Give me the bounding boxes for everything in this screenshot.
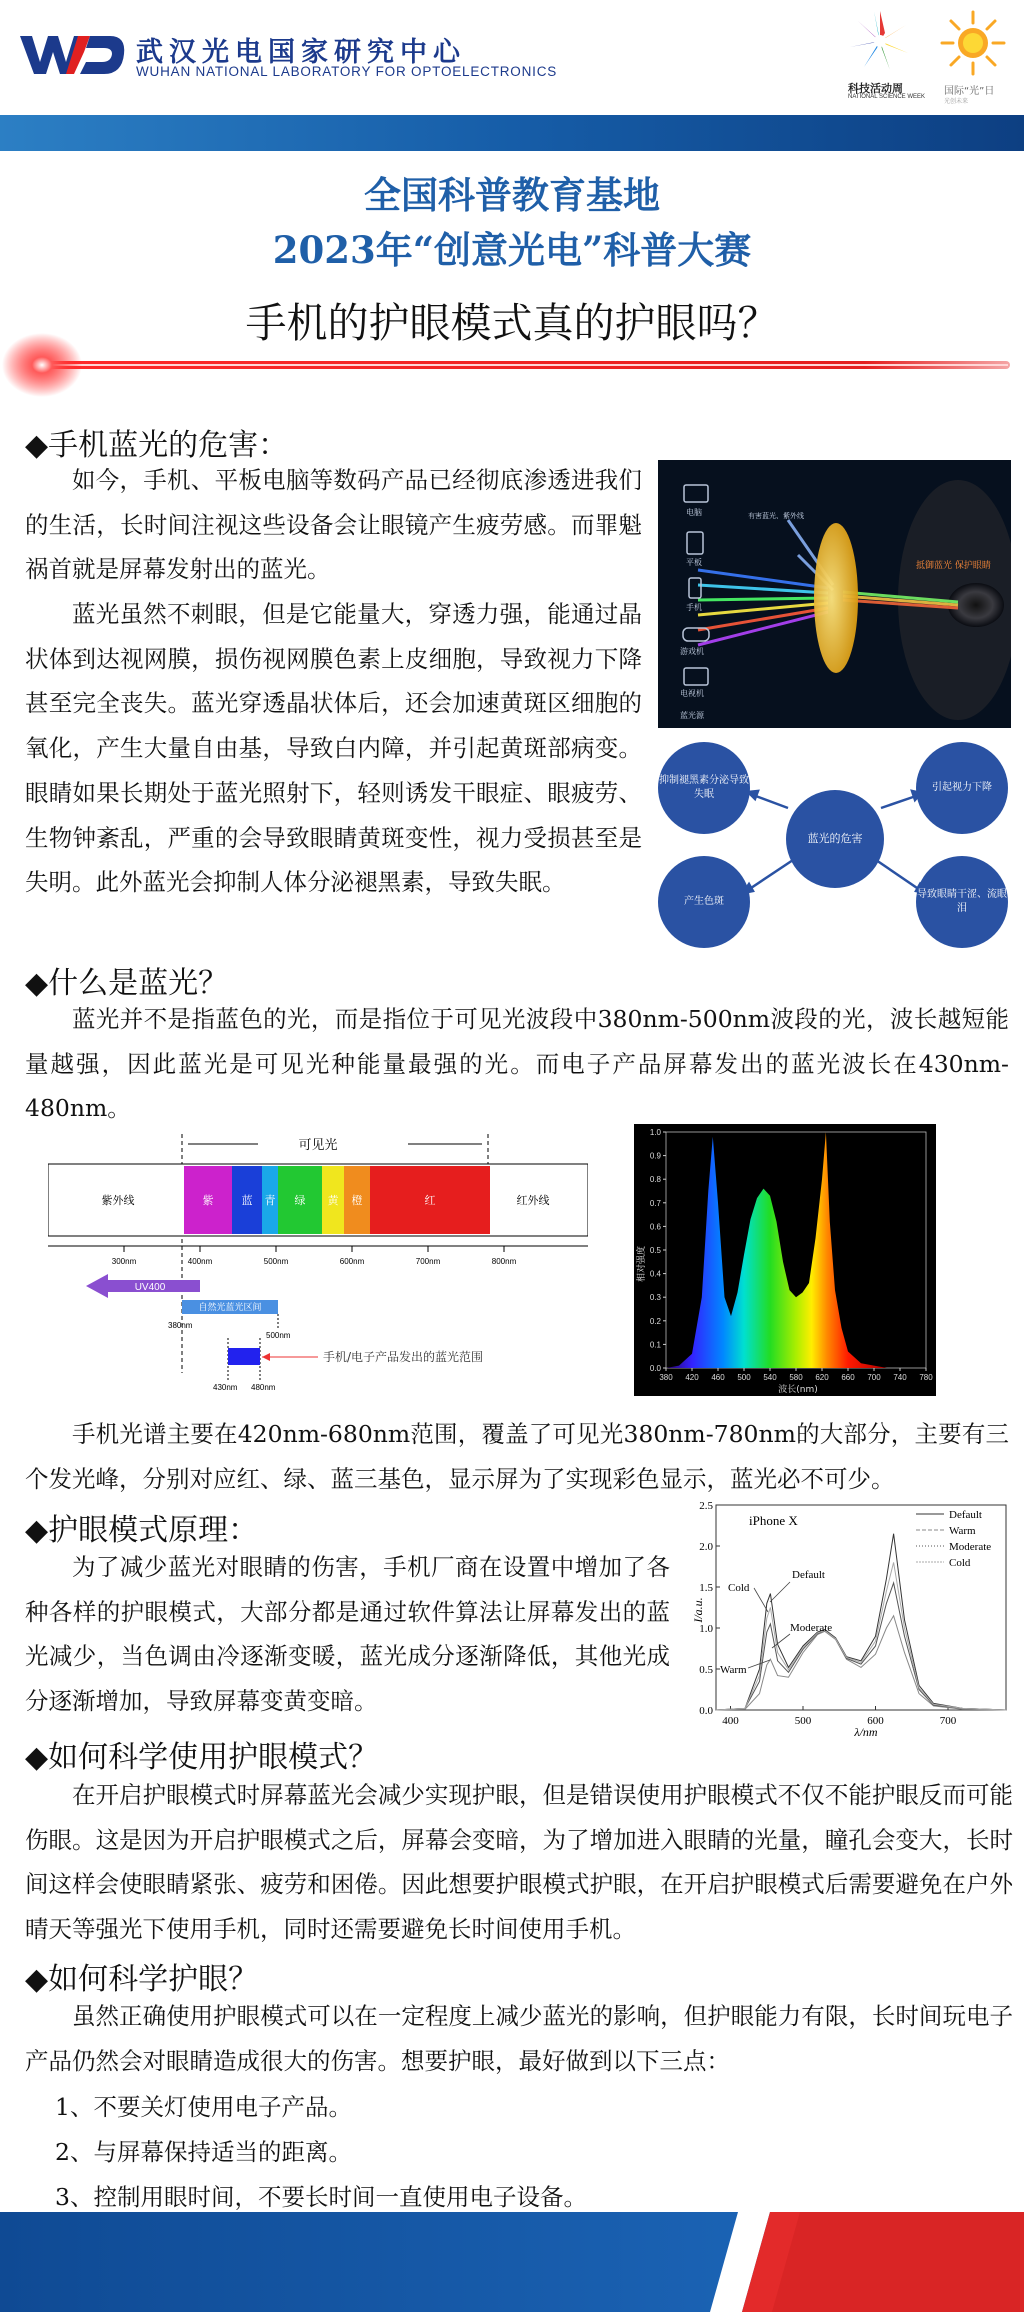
iphone-xtick-label: 500 — [794, 1715, 812, 1727]
spectrum-tick-label: 800nm — [491, 1257, 517, 1266]
science-week-logo-icon — [840, 8, 920, 78]
n500-label: 500nm — [266, 1331, 291, 1340]
paragraph-harm-intro: 如今，手机、平板电脑等数码产品已经彻底渗透进我们的生活，长时间注视这些设备会让眼镜产生疲劳感。而罪魁祸首就是屏幕发射出的蓝光。 — [25, 466, 642, 584]
device-label: 蓝光源 — [680, 711, 704, 720]
spectrum-band-label: 绿 — [294, 1194, 306, 1207]
spectrum-xtick-label: 380 — [659, 1373, 673, 1382]
uv400-label: UV400 — [134, 1282, 166, 1293]
spectrum-ytick-label: 0.3 — [649, 1293, 661, 1303]
paragraph-blue-light-definition: 蓝光并不是指蓝色的光，而是指位于可见光波段中380nm-500nm波段的光，波长越短能量越强，因此蓝光是可见光种能量最强的光。而电子产品屏幕发出的蓝光波长在430nm-480nm。 — [25, 1005, 1009, 1123]
tip-item: 1、不要关灯使用电子产品。 — [55, 2093, 352, 2121]
spectrum-xtick-label: 500 — [737, 1373, 751, 1382]
spectrum-band-label: 橙 — [351, 1194, 363, 1207]
spectrum-tick-label: 500nm — [263, 1257, 289, 1266]
spectrum-ytick-label: 0.6 — [649, 1222, 661, 1232]
eye-protection-image — [658, 460, 1011, 728]
n430-label: 430nm — [213, 1383, 238, 1392]
org-name-cn: 武汉光电国家研究中心 — [136, 37, 466, 68]
spectrum-ytick-label: 0.4 — [649, 1269, 661, 1279]
light-day-name: 国际“光”日 — [944, 86, 995, 97]
iphone-xtick-label: 400 — [722, 1715, 739, 1727]
wnl-logo-icon — [18, 30, 126, 78]
iphone-xtick-label: 700 — [939, 1715, 957, 1727]
spectrum-xtick-label: 700 — [867, 1373, 881, 1382]
annotation-default: Default — [792, 1569, 825, 1581]
natural-blue-label: 自然光蓝光区间 — [198, 1303, 262, 1313]
spectrum-xlabel: 波长(nm) — [778, 1385, 818, 1395]
spectrum-ytick-label: 1.0 — [649, 1128, 661, 1137]
section-heading-what-is-blue-light: ◆什么是蓝光？ — [25, 966, 229, 1001]
spectrum-ytick-label: 0.2 — [649, 1316, 661, 1326]
device-label: 电脑 — [686, 508, 702, 517]
paragraph-protect-eyes: 虽然正确使用护眼模式可以在一定程度上减少蓝光的影响，但护眼能力有限，长时间玩电子产品仍然会对眼睛造成很大的伤害。想要护眼，最好做到以下三点： — [25, 2002, 1013, 2075]
legend-label: Default — [949, 1509, 982, 1521]
light-day-subtitle: 光创未来 — [944, 98, 969, 105]
spectrum-tick-label: 300nm — [111, 1257, 137, 1266]
hazard-item: 产生色斑 — [658, 856, 750, 948]
spectrum-ytick-label: 0.8 — [649, 1175, 661, 1185]
hazard-item: 引起视力下降 — [916, 742, 1008, 834]
legend-label: Cold — [949, 1557, 971, 1569]
section-heading-eye-mode-principle: ◆护眼模式原理： — [25, 1513, 259, 1548]
lens-label: 抵御蓝光 保护眼睛 — [916, 561, 991, 571]
iphone-ytick-label: 2.0 — [699, 1541, 713, 1553]
spectrum-xtick-label: 780 — [919, 1373, 933, 1382]
device-blue-range-label: 手机/电子产品发出的蓝光范围 — [323, 1350, 484, 1364]
paragraph-harm-detail: 蓝光虽然不刺眼，但是它能量大，穿透力强，能通过晶状体到达视网膜，损伤视网膜色素上皮细胞，导致视力下降甚至完全丧失。蓝光穿透晶状体后，还会加速黄斑区细胞的氧化，产生大量自由基，导致白内障，并引起黄斑部病变。眼睛如果长期处于蓝光照射下，轻则诱发干眼症、眼疲劳、生物钟紊乱，严重的会导致眼睛黄斑变性，视力受损甚至是失明。此外蓝光会抑制人体分泌褪黑素，导致失眠。 — [25, 600, 642, 897]
page-header — [0, 0, 1024, 115]
spectrum-xtick-label: 460 — [711, 1373, 725, 1382]
spectrum-ytick-label: 0.9 — [649, 1151, 661, 1161]
spectrum-ytick-label: 0.1 — [649, 1340, 661, 1350]
iphone-ylabel: I/a.u. — [691, 1597, 705, 1623]
phone-spectrum-chart — [634, 1124, 936, 1396]
hazard-item: 导致眼睛干涩、流眼泪 — [916, 856, 1008, 948]
spectrum-tick-label: 700nm — [415, 1257, 441, 1266]
paragraph-use-eye-mode: 在开启护眼模式时屏幕蓝光会减少实现护眼，但是错误使用护眼模式不仅不能护眼反而可能伤眼。这是因为开启护眼模式之后，屏幕会变暗，为了增加进入眼睛的光量，瞳孔会变大，长时间这样会使眼睛紧张、疲劳和困倦。因此想要护眼模式护眼，在开启护眼模式后需要避免在户外晴天等强光下使用手机，同时还需要避免长时间使用手机。 — [25, 1781, 1013, 1944]
section-heading-blue-light-harm: ◆手机蓝光的危害： — [25, 428, 289, 463]
spectrum-xtick-label: 660 — [841, 1373, 855, 1382]
uv-label: 紫外线 — [101, 1194, 135, 1207]
light-day-logo-icon — [938, 8, 1008, 78]
device-label: 电视机 — [680, 689, 704, 698]
iphone-ytick-label: 1.5 — [699, 1582, 713, 1594]
iphone-xlabel: λ/nm — [854, 1725, 878, 1739]
tip-item: 2、与屏幕保持适当的距离。 — [55, 2138, 352, 2166]
hazard-item: 抑制褪黑素分泌导致失眠 — [658, 742, 750, 834]
spectrum-ytick-label: 0.0 — [649, 1364, 661, 1373]
legend-label: Moderate — [949, 1541, 992, 1553]
hazard-diagram — [658, 740, 1011, 950]
spectrum-xtick-label: 420 — [685, 1373, 699, 1382]
iphone-ytick-label: 1.0 — [699, 1623, 713, 1635]
science-week-name-en: NATIONAL SCIENCE WEEK — [848, 94, 926, 100]
ir-label: 红外线 — [516, 1194, 550, 1207]
section-heading-protect-eyes: ◆如何科学护眼？ — [25, 1962, 259, 1997]
spectrum-band-label: 紫 — [202, 1194, 214, 1207]
title-line-2: 2023年“创意光电”科普大赛 — [272, 228, 752, 272]
spectrum-xtick-label: 740 — [893, 1373, 907, 1382]
spectrum-xtick-label: 580 — [789, 1373, 803, 1382]
tip-item: 3、控制用眼时间，不要长时间一直使用电子设备。 — [55, 2183, 587, 2211]
n480-label: 480nm — [251, 1383, 276, 1392]
spectrum-ytick-label: 0.7 — [649, 1198, 661, 1208]
paragraph-phone-spectrum: 手机光谱主要在420nm-680nm范围，覆盖了可见光380nm-780nm的大部分，主要有三个发光峰，分别对应红、绿、蓝三基色，显示屏为了实现彩色显示，蓝光必不可少。 — [25, 1420, 1009, 1493]
spectrum-ylabel: 相对强度 — [637, 1245, 647, 1283]
laser-divider — [0, 330, 1024, 400]
org-name-en: WUHAN NATIONAL LABORATORY FOR OPTOELECTRONICS — [136, 64, 558, 79]
annotation-cold: Cold — [728, 1582, 750, 1594]
n380-label: 380nm — [168, 1321, 193, 1330]
spectrum-band-label: 红 — [424, 1194, 436, 1207]
spectrum-xtick-label: 540 — [763, 1373, 777, 1382]
footer-band — [0, 2212, 1024, 2312]
annotation-warm: Warm — [720, 1664, 747, 1676]
annotation-moderate: Moderate — [790, 1622, 833, 1634]
legend-label: Warm — [949, 1525, 976, 1537]
visible-light-label: 可见光 — [298, 1138, 338, 1153]
spectrum-tick-label: 600nm — [339, 1257, 365, 1266]
device-label: 手机 — [686, 603, 702, 612]
paragraph-eye-mode-principle: 为了减少蓝光对眼睛的伤害，手机厂商在设置中增加了各种各样的护眼模式，大部分都是通过软件算法让屏幕发出的蓝光减少，当色调由冷逐渐变暖，蓝光成分逐渐降低，其他光成分逐渐增加，导致屏幕变黄变暗。 — [25, 1553, 670, 1716]
iphone-ytick-label: 0.5 — [699, 1664, 713, 1676]
spectrum-tick-label: 400nm — [187, 1257, 213, 1266]
device-label: 平板 — [686, 558, 702, 567]
device-label: 游戏机 — [680, 647, 704, 656]
iphone-chart-title: iPhone X — [749, 1513, 798, 1528]
spectrum-xtick-label: 620 — [815, 1373, 829, 1382]
iphone-x-spectrum-chart — [686, 1500, 1016, 1740]
header-band — [0, 115, 1024, 151]
spectrum-diagram — [48, 1128, 588, 1398]
spectrum-band-label: 青 — [264, 1194, 276, 1207]
iphone-ytick-label: 0.0 — [699, 1705, 713, 1717]
spectrum-ytick-label: 0.5 — [649, 1246, 661, 1255]
logo-text: WNL — [40, 57, 43, 58]
iphone-xtick-label: 600 — [867, 1715, 884, 1727]
title-line-1: 全国科普教育基地 — [364, 173, 660, 217]
spectrum-band-label: 黄 — [327, 1194, 339, 1207]
harmful-light-label: 有害蓝光、紫外线 — [748, 512, 804, 520]
hazard-center: 蓝光的危害 — [786, 790, 884, 888]
science-week-name: 科技活动周 — [848, 82, 903, 95]
page-title: 手机的护眼模式真的护眼吗？ — [245, 299, 779, 347]
section-heading-use-eye-mode: ◆如何科学使用护眼模式？ — [25, 1740, 379, 1775]
iphone-ytick-label: 2.5 — [699, 1500, 713, 1512]
spectrum-band-label: 蓝 — [241, 1194, 253, 1207]
